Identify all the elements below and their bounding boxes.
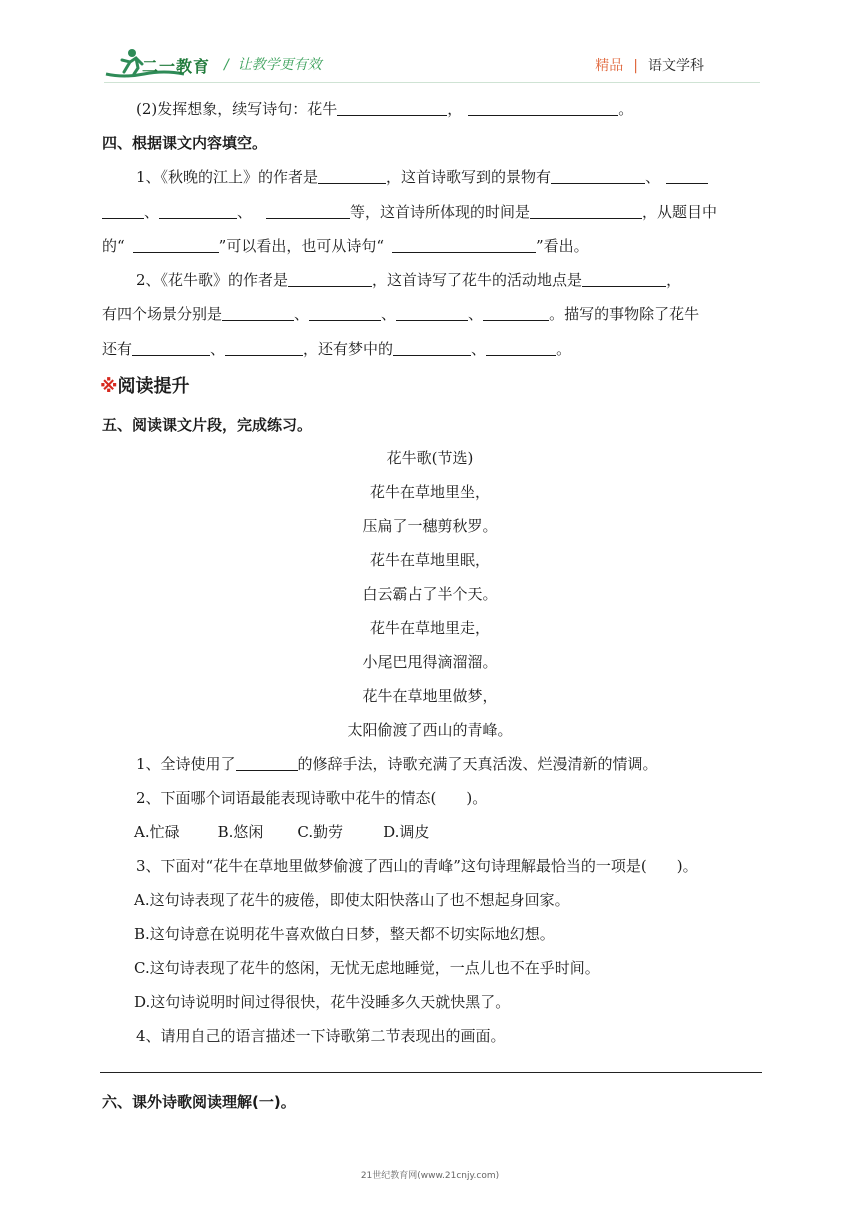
sec5-q2-options xyxy=(134,821,429,842)
answer-blank[interactable] xyxy=(236,755,298,771)
text: 、 xyxy=(144,203,160,221)
text: ”看出。 xyxy=(536,237,589,255)
header-divider xyxy=(104,82,760,83)
punct: 。 xyxy=(618,100,634,118)
answer-blank[interactable] xyxy=(159,203,237,219)
text: 的修辞手法，诗歌充满了天真活泼、烂漫清新的情调。 xyxy=(297,755,658,773)
answer-blank[interactable] xyxy=(288,271,372,287)
answer-blank[interactable] xyxy=(551,168,645,184)
answer-line[interactable] xyxy=(100,1072,762,1073)
poem-line: 花牛在草地里走， xyxy=(369,619,490,637)
poem-title: 花牛歌(节选) xyxy=(386,449,474,467)
sec5-q3-option-a[interactable]: A.这句诗表现了花牛的疲倦，即使太阳快落山了也不想起身回家。 xyxy=(134,891,570,909)
text: 有四个场景分别是 xyxy=(102,305,223,323)
answer-blank[interactable] xyxy=(132,340,210,356)
sec4-item1-line1 xyxy=(136,166,708,187)
poem-line: 花牛在草地里做梦， xyxy=(362,687,498,705)
sec5-q3-option-d[interactable]: D.这句诗说明时间过得很快，花牛没睡多久天就快黑了。 xyxy=(134,993,511,1011)
poem-line: 压扁了一穗剪秋罗。 xyxy=(362,517,498,535)
sec4-item2-line3 xyxy=(102,338,571,359)
page-header xyxy=(0,0,860,90)
text: ”可以看出，也可从诗句“ xyxy=(218,237,385,255)
answer-blank[interactable] xyxy=(309,305,381,321)
poem-line: 花牛在草地里眠， xyxy=(369,551,490,569)
page-footer: 21世纪教育网(www.21cnjy.com) xyxy=(360,1171,500,1181)
poem-line: 花牛在草地里坐， xyxy=(369,483,490,501)
text: 、 xyxy=(294,305,310,323)
text: 的“ xyxy=(102,237,125,255)
q3-2-line xyxy=(136,98,633,119)
option-c[interactable]: C.勤劳 xyxy=(297,823,344,841)
text: 、 xyxy=(237,203,253,221)
section4-title: 四、根据课文内容填空。 xyxy=(102,134,268,152)
answer-blank[interactable] xyxy=(337,100,447,116)
option-d[interactable]: D.调皮 xyxy=(383,823,430,841)
header-right xyxy=(595,55,704,75)
text: ，这首诗歌写到的景物有 xyxy=(386,168,552,186)
text: 、 xyxy=(471,340,487,358)
section6-title: 六、课外诗歌阅读理解(一)。 xyxy=(102,1093,296,1111)
answer-blank[interactable] xyxy=(468,100,618,116)
sec4-item1-line2 xyxy=(102,201,717,222)
q3-2-text: (2)发挥想象，续写诗句：花牛 xyxy=(136,100,338,118)
sec5-q1 xyxy=(136,753,658,774)
text: ， xyxy=(666,271,682,289)
logo-text: 二一教育 xyxy=(142,57,211,76)
sec4-item2-line1 xyxy=(136,269,681,290)
header-separator: | xyxy=(633,58,638,74)
sec5-q3: 3、下面对“花牛在草地里做梦偷渡了西山的青峰”这句诗理解最恰当的一项是( )。 xyxy=(136,857,698,875)
text: 2、《花牛歌》的作者是 xyxy=(136,271,289,289)
punct: ， xyxy=(447,100,463,118)
reading-title: 阅读提升 xyxy=(117,376,190,397)
answer-blank[interactable] xyxy=(392,237,536,253)
sec4-item2-line2 xyxy=(102,303,699,324)
sec5-q2: 2、下面哪个词语最能表现诗歌中花牛的情态( )。 xyxy=(136,789,488,807)
reading-heading xyxy=(100,372,190,398)
slogan-text: 让教学更有效 xyxy=(237,57,322,73)
answer-blank[interactable] xyxy=(225,340,303,356)
option-b[interactable]: B.悠闲 xyxy=(217,823,264,841)
answer-blank[interactable] xyxy=(393,340,471,356)
subject-label: 语文学科 xyxy=(648,58,704,74)
text: 、 xyxy=(468,305,484,323)
answer-blank[interactable] xyxy=(483,305,549,321)
text: 等，这首诗所体现的时间是 xyxy=(350,203,531,221)
header-slogan: / 让教学更有效 xyxy=(224,57,322,73)
sec5-q4: 4、请用自己的语言描述一下诗歌第二节表现出的画面。 xyxy=(136,1027,506,1045)
sec5-q3-option-b[interactable]: B.这句诗意在说明花牛喜欢做白日梦，整天都不切实际地幻想。 xyxy=(134,925,555,943)
answer-blank[interactable] xyxy=(666,168,708,184)
poem-line: 太阳偷渡了西山的青峰。 xyxy=(347,721,513,739)
answer-blank[interactable] xyxy=(222,305,294,321)
poem-line: 白云霸占了半个天。 xyxy=(362,585,498,603)
text: ，还有梦中的 xyxy=(303,340,394,358)
answer-blank[interactable] xyxy=(582,271,666,287)
sec4-item1-line3 xyxy=(102,235,589,256)
text: 、 xyxy=(210,340,226,358)
option-a[interactable]: A.忙碌 xyxy=(134,823,180,841)
text: ，这首诗写了花牛的活动地点是 xyxy=(372,271,583,289)
reference-mark: ※ xyxy=(100,376,118,397)
answer-blank[interactable] xyxy=(133,237,219,253)
answer-blank[interactable] xyxy=(318,168,386,184)
text: 还有 xyxy=(102,340,133,358)
poem-line: 小尾巴甩得滴溜溜。 xyxy=(362,653,498,671)
section5-title: 五、阅读课文片段，完成练习。 xyxy=(102,416,313,434)
text: 。描写的事物除了花牛 xyxy=(549,305,700,323)
answer-blank[interactable] xyxy=(102,203,144,219)
answer-blank[interactable] xyxy=(396,305,468,321)
answer-blank[interactable] xyxy=(266,203,350,219)
text: 1、《秋晚的江上》的作者是 xyxy=(136,168,319,186)
text: 、 xyxy=(381,305,397,323)
answer-blank[interactable] xyxy=(486,340,556,356)
text: ，从题目中 xyxy=(642,203,718,221)
sec5-q3-option-c[interactable]: C.这句诗表现了花牛的悠闲，无忧无虑地睡觉，一点儿也不在乎时间。 xyxy=(134,959,600,977)
quality-label: 精品 xyxy=(595,58,624,74)
answer-blank[interactable] xyxy=(530,203,642,219)
text: 、 xyxy=(645,168,661,186)
text: 。 xyxy=(556,340,572,358)
text: 1、全诗使用了 xyxy=(136,755,236,773)
